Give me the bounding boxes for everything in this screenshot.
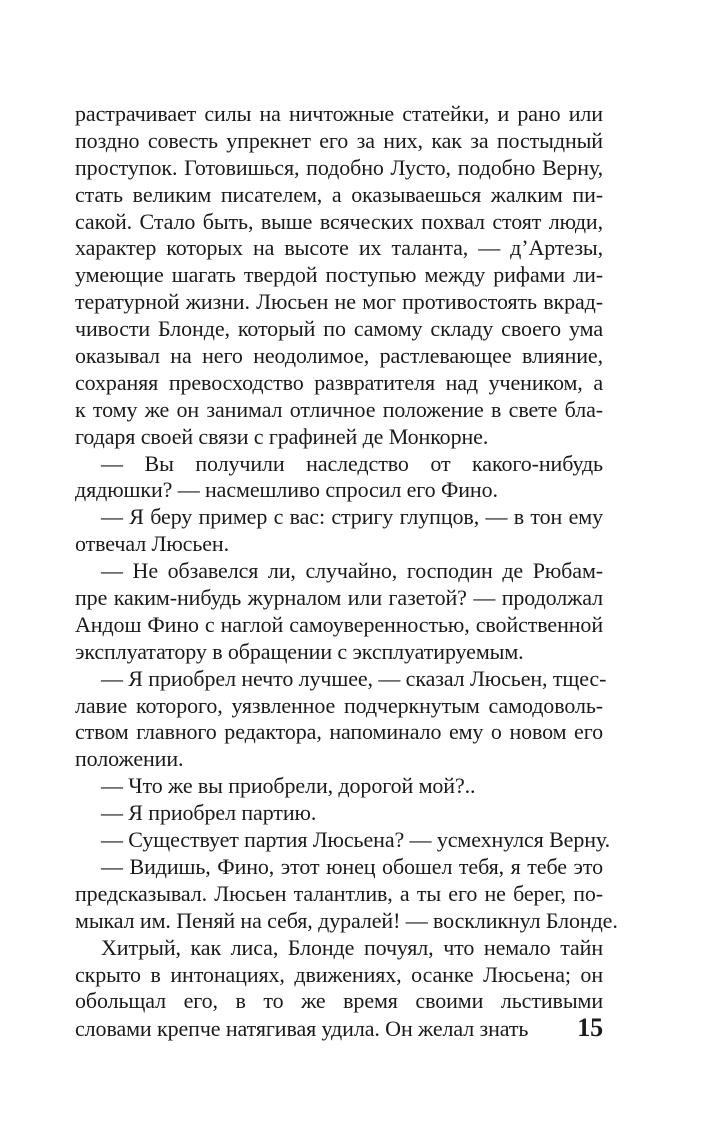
text-line: Хитрый, как лиса, Блонде почуял, что немало тайн xyxy=(101,934,603,960)
text-line: к тому же он занимал отличное положение в свете бла- xyxy=(75,396,603,422)
text-line: проступок. Готовишься, подобно Лусто, подобно Верну, xyxy=(75,154,603,180)
text-line: положении. xyxy=(75,746,184,772)
text-line: ством главного редактора, напоминало ему о новом его xyxy=(75,719,603,745)
text-line: лавие которого, уязвленное подчеркнутым самодоволь- xyxy=(75,692,603,718)
text-line: отвечал Люсьен. xyxy=(75,531,229,557)
text-line: умеющие шагать твердой поступью между рифами ли- xyxy=(75,262,603,288)
text-line: сохраняя превосходство развратителя над учеником, а xyxy=(75,369,603,395)
text-line: предсказывал. Люсьен талантлив, а ты его не берег, по- xyxy=(75,880,603,906)
text-line: тературной жизни. Люсьен не мог противостоять вкрад- xyxy=(75,289,603,315)
text-line: Андош Фино с наглой самоуверенностью, свойственной xyxy=(75,611,603,637)
text-line: дядюшки? — насмешливо спросил его Фино. xyxy=(75,477,498,503)
text-line: оказывал на него неодолимое, растлевающее влияние, xyxy=(75,343,603,369)
body-text xyxy=(75,101,618,1043)
text-line: растрачивает силы на ничтожные статейки, и рано или xyxy=(75,101,603,126)
text-line: — Существует партия Люсьена? — усмехнулся Верну. xyxy=(101,827,610,853)
text-line: — Я приобрел нечто лучшее, — сказал Люсьен, тщес- xyxy=(101,665,607,691)
page-number: 15 xyxy=(577,1013,603,1043)
text-line: мыкал им. Пеняй на себя, дуралей! — воскликнул Блонде. xyxy=(75,907,618,933)
text-line: — Что же вы приобрели, дорогой мой?.. xyxy=(101,773,476,799)
text-line: словами крепче натягивая удила. Он желал знать xyxy=(75,1016,529,1042)
text-line: сакой. Стало быть, выше всяческих похвал стоят люди, xyxy=(75,208,603,234)
text-line: — Не обзавелся ли, случайно, господин де Рюбам- xyxy=(101,558,603,584)
text-line: стать великим писателем, а оказываешься жалким пи- xyxy=(75,181,603,207)
text-line: пре каким-нибудь журналом или газетой? — продолжал xyxy=(75,585,603,611)
text-line: характер которых на высоте их таланта, — д’Артезы, xyxy=(75,235,603,261)
text-line: — Вы получили наследство от какого-нибудь xyxy=(101,450,603,476)
text-line: — Я беру пример с вас: стригу глупцов, — в тон ему xyxy=(101,504,603,530)
text-line: годаря своей связи с графиней де Монкорне. xyxy=(75,423,489,449)
text-line: скрыто в интонациях, движениях, осанке Люсьена; он xyxy=(75,961,603,987)
text-line: — Видишь, Фино, этот юнец обошел тебя, я тебе это xyxy=(101,853,603,879)
text-line: эксплуататору в обращении с эксплуатируемым. xyxy=(75,638,524,664)
text-line: обольщал его, в то же время своими льстивыми xyxy=(75,988,603,1014)
text-line: — Я приобрел партию. xyxy=(101,800,317,826)
text-line: поздно совесть упрекнет его за них, как за постыдный xyxy=(75,127,603,153)
last-line-row xyxy=(75,1015,603,1042)
text-line: чивости Блонде, который по самому складу своего ума xyxy=(75,316,603,342)
